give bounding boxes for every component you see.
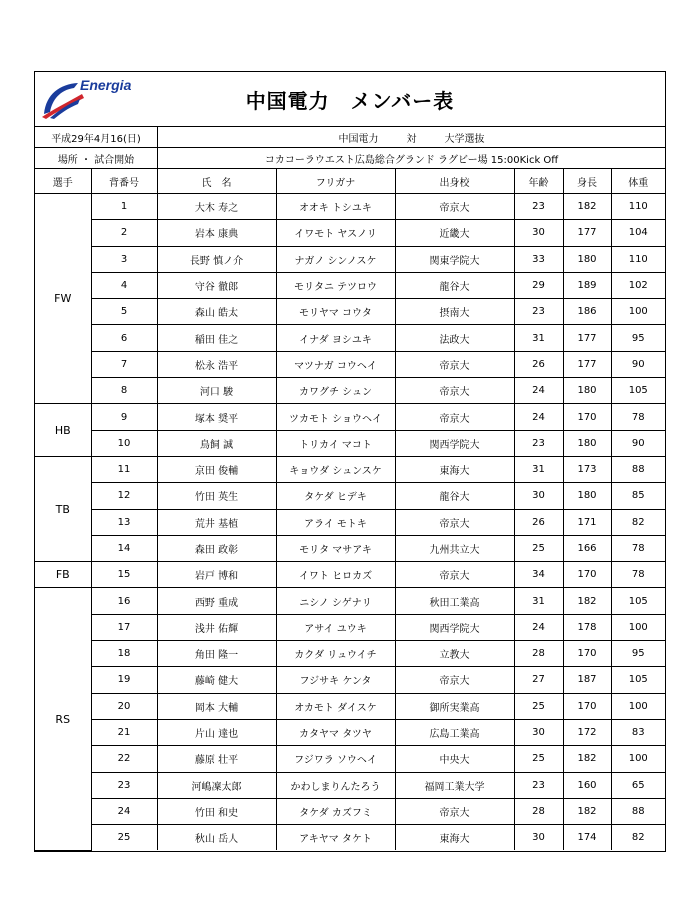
cell-height: 180 xyxy=(563,246,611,272)
venue-row xyxy=(35,148,665,169)
cell-name: 荒井 基植 xyxy=(157,509,276,535)
cell-furigana: アキヤマ タケト xyxy=(276,825,395,851)
sheet-header xyxy=(35,72,665,127)
cell-age: 29 xyxy=(514,272,563,298)
cell-number: 7 xyxy=(91,351,157,377)
cell-school: 東海大 xyxy=(395,456,514,482)
cell-furigana: タケダ カズフミ xyxy=(276,798,395,824)
cell-name: 河嶋凜太郎 xyxy=(157,772,276,798)
cell-name: 浅井 佑輝 xyxy=(157,614,276,640)
cell-name: 片山 達也 xyxy=(157,719,276,745)
cell-name: 塚本 奨平 xyxy=(157,404,276,430)
table-row xyxy=(35,825,665,851)
cell-age: 28 xyxy=(514,798,563,824)
cell-age: 27 xyxy=(514,667,563,693)
venue-label: 場所 ・ 試合開始 xyxy=(35,148,158,168)
cell-weight: 78 xyxy=(611,562,665,588)
cell-number: 1 xyxy=(91,194,157,220)
cell-height: 173 xyxy=(563,456,611,482)
cell-number: 4 xyxy=(91,272,157,298)
cell-height: 180 xyxy=(563,430,611,456)
cell-height: 182 xyxy=(563,746,611,772)
cell-height: 182 xyxy=(563,194,611,220)
cell-furigana: モリタニ テツロウ xyxy=(276,272,395,298)
cell-number: 18 xyxy=(91,641,157,667)
cell-age: 33 xyxy=(514,246,563,272)
cell-weight: 100 xyxy=(611,299,665,325)
cell-furigana: モリタ マサアキ xyxy=(276,535,395,561)
position-cell: FW xyxy=(35,194,91,404)
cell-school: 龍谷大 xyxy=(395,272,514,298)
table-row xyxy=(35,483,665,509)
cell-furigana: カクダ リュウイチ xyxy=(276,641,395,667)
cell-school: 帝京大 xyxy=(395,509,514,535)
home-team: 中国電力 xyxy=(338,133,379,145)
cell-name: 藤原 壮平 xyxy=(157,746,276,772)
column-header: 選手 xyxy=(35,169,91,194)
cell-name: 森山 皓太 xyxy=(157,299,276,325)
column-header: 背番号 xyxy=(91,169,157,194)
cell-furigana: カワグチ シュン xyxy=(276,378,395,404)
cell-number: 19 xyxy=(91,667,157,693)
cell-age: 24 xyxy=(514,404,563,430)
cell-school: 関西学院大 xyxy=(395,614,514,640)
cell-name: 岡本 大輔 xyxy=(157,693,276,719)
logo-text: Energia xyxy=(80,77,132,93)
table-row xyxy=(35,535,665,561)
cell-number: 3 xyxy=(91,246,157,272)
cell-height: 189 xyxy=(563,272,611,298)
cell-weight: 88 xyxy=(611,456,665,482)
cell-school: 帝京大 xyxy=(395,351,514,377)
table-row xyxy=(35,299,665,325)
table-row xyxy=(35,430,665,456)
cell-weight: 65 xyxy=(611,772,665,798)
cell-school: 福岡工業大学 xyxy=(395,772,514,798)
cell-school: 秋田工業高 xyxy=(395,588,514,614)
cell-age: 34 xyxy=(514,562,563,588)
match-teams xyxy=(158,127,665,147)
cell-height: 170 xyxy=(563,641,611,667)
cell-height: 182 xyxy=(563,798,611,824)
cell-age: 23 xyxy=(514,299,563,325)
cell-school: 関東学院大 xyxy=(395,246,514,272)
cell-school: 摂南大 xyxy=(395,299,514,325)
cell-age: 23 xyxy=(514,430,563,456)
cell-number: 12 xyxy=(91,483,157,509)
cell-name: 稲田 佳之 xyxy=(157,325,276,351)
member-table xyxy=(35,169,665,851)
cell-name: 京田 俊輔 xyxy=(157,456,276,482)
cell-name: 竹田 英生 xyxy=(157,483,276,509)
cell-furigana: カタヤマ タツヤ xyxy=(276,719,395,745)
position-cell: HB xyxy=(35,404,91,457)
cell-number: 6 xyxy=(91,325,157,351)
cell-number: 16 xyxy=(91,588,157,614)
column-header: 氏 名 xyxy=(157,169,276,194)
cell-furigana: フジワラ ソウヘイ xyxy=(276,746,395,772)
cell-furigana: イワモト ヤスノリ xyxy=(276,220,395,246)
cell-height: 180 xyxy=(563,378,611,404)
cell-weight: 78 xyxy=(611,404,665,430)
cell-weight: 82 xyxy=(611,825,665,851)
cell-name: 角田 隆一 xyxy=(157,641,276,667)
cell-height: 166 xyxy=(563,535,611,561)
cell-number: 20 xyxy=(91,693,157,719)
cell-weight: 95 xyxy=(611,641,665,667)
cell-number: 8 xyxy=(91,378,157,404)
table-row xyxy=(35,194,665,220)
cell-number: 21 xyxy=(91,719,157,745)
cell-furigana: イワト ヒロカズ xyxy=(276,562,395,588)
table-row xyxy=(35,509,665,535)
cell-height: 171 xyxy=(563,509,611,535)
position-cell: RS xyxy=(35,588,91,850)
cell-weight: 85 xyxy=(611,483,665,509)
cell-height: 170 xyxy=(563,404,611,430)
cell-furigana: かわしまりんたろう xyxy=(276,772,395,798)
table-row xyxy=(35,404,665,430)
cell-name: 長野 慎ノ介 xyxy=(157,246,276,272)
cell-furigana: アサイ ユウキ xyxy=(276,614,395,640)
table-row xyxy=(35,562,665,588)
cell-school: 法政大 xyxy=(395,325,514,351)
cell-furigana: オオキ トシユキ xyxy=(276,194,395,220)
cell-name: 大木 寿之 xyxy=(157,194,276,220)
table-row xyxy=(35,798,665,824)
cell-weight: 100 xyxy=(611,746,665,772)
table-row xyxy=(35,614,665,640)
cell-furigana: モリヤマ コウタ xyxy=(276,299,395,325)
column-header: 年齢 xyxy=(514,169,563,194)
cell-school: 広島工業高 xyxy=(395,719,514,745)
cell-number: 9 xyxy=(91,404,157,430)
cell-weight: 90 xyxy=(611,430,665,456)
cell-age: 31 xyxy=(514,456,563,482)
cell-number: 23 xyxy=(91,772,157,798)
table-row xyxy=(35,641,665,667)
cell-name: 秋山 岳人 xyxy=(157,825,276,851)
page-title: 中国電力 メンバー表 xyxy=(245,89,455,113)
cell-height: 178 xyxy=(563,614,611,640)
cell-weight: 100 xyxy=(611,614,665,640)
cell-age: 30 xyxy=(514,483,563,509)
versus: 対 xyxy=(406,133,417,145)
cell-name: 岩本 康典 xyxy=(157,220,276,246)
cell-height: 170 xyxy=(563,562,611,588)
cell-weight: 82 xyxy=(611,509,665,535)
cell-height: 172 xyxy=(563,719,611,745)
cell-furigana: ニシノ シゲナリ xyxy=(276,588,395,614)
position-cell: FB xyxy=(35,562,91,588)
cell-furigana: タケダ ヒデキ xyxy=(276,483,395,509)
cell-weight: 110 xyxy=(611,246,665,272)
table-row xyxy=(35,746,665,772)
table-row xyxy=(35,378,665,404)
cell-furigana: フジサキ ケンタ xyxy=(276,667,395,693)
cell-weight: 105 xyxy=(611,378,665,404)
cell-height: 177 xyxy=(563,351,611,377)
cell-age: 30 xyxy=(514,220,563,246)
table-row xyxy=(35,220,665,246)
cell-furigana: キョウダ シュンスケ xyxy=(276,456,395,482)
cell-number: 15 xyxy=(91,562,157,588)
cell-age: 25 xyxy=(514,746,563,772)
cell-school: 帝京大 xyxy=(395,194,514,220)
match-date: 平成29年4月16(日) xyxy=(35,127,158,147)
cell-name: 西野 重成 xyxy=(157,588,276,614)
table-row xyxy=(35,772,665,798)
cell-height: 160 xyxy=(563,772,611,798)
cell-name: 岩戸 博和 xyxy=(157,562,276,588)
cell-age: 31 xyxy=(514,325,563,351)
cell-number: 22 xyxy=(91,746,157,772)
cell-age: 24 xyxy=(514,378,563,404)
cell-school: 近畿大 xyxy=(395,220,514,246)
table-row xyxy=(35,351,665,377)
cell-age: 31 xyxy=(514,588,563,614)
cell-name: 松永 浩平 xyxy=(157,351,276,377)
cell-number: 24 xyxy=(91,798,157,824)
cell-school: 帝京大 xyxy=(395,562,514,588)
cell-height: 180 xyxy=(563,483,611,509)
table-row xyxy=(35,667,665,693)
cell-furigana: マツナガ コウヘイ xyxy=(276,351,395,377)
table-row xyxy=(35,456,665,482)
cell-name: 藤崎 健大 xyxy=(157,667,276,693)
cell-school: 帝京大 xyxy=(395,404,514,430)
cell-furigana: トリカイ マコト xyxy=(276,430,395,456)
column-header: 身長 xyxy=(563,169,611,194)
cell-age: 23 xyxy=(514,772,563,798)
table-row xyxy=(35,272,665,298)
member-sheet xyxy=(34,71,666,852)
cell-school: 龍谷大 xyxy=(395,483,514,509)
cell-name: 森田 政彰 xyxy=(157,535,276,561)
away-team: 大学選抜 xyxy=(444,133,485,145)
cell-name: 竹田 和史 xyxy=(157,798,276,824)
cell-age: 28 xyxy=(514,641,563,667)
cell-number: 5 xyxy=(91,299,157,325)
cell-weight: 102 xyxy=(611,272,665,298)
cell-height: 170 xyxy=(563,693,611,719)
match-row xyxy=(35,127,665,148)
cell-furigana: ナガノ シンノスケ xyxy=(276,246,395,272)
cell-weight: 78 xyxy=(611,535,665,561)
cell-height: 182 xyxy=(563,588,611,614)
position-cell: TB xyxy=(35,456,91,561)
table-row xyxy=(35,588,665,614)
cell-weight: 100 xyxy=(611,693,665,719)
cell-age: 30 xyxy=(514,719,563,745)
cell-school: 帝京大 xyxy=(395,378,514,404)
cell-furigana: イナダ ヨシユキ xyxy=(276,325,395,351)
cell-weight: 105 xyxy=(611,667,665,693)
column-header: 出身校 xyxy=(395,169,514,194)
cell-weight: 110 xyxy=(611,194,665,220)
cell-height: 177 xyxy=(563,325,611,351)
cell-school: 中央大 xyxy=(395,746,514,772)
table-row xyxy=(35,325,665,351)
table-body xyxy=(35,194,665,851)
cell-age: 23 xyxy=(514,194,563,220)
cell-age: 24 xyxy=(514,614,563,640)
cell-number: 2 xyxy=(91,220,157,246)
cell-school: 帝京大 xyxy=(395,667,514,693)
cell-number: 25 xyxy=(91,825,157,851)
cell-number: 13 xyxy=(91,509,157,535)
cell-weight: 95 xyxy=(611,325,665,351)
cell-height: 177 xyxy=(563,220,611,246)
cell-age: 25 xyxy=(514,535,563,561)
cell-furigana: ツカモト ショウヘイ xyxy=(276,404,395,430)
cell-weight: 104 xyxy=(611,220,665,246)
cell-school: 九州共立大 xyxy=(395,535,514,561)
table-row xyxy=(35,246,665,272)
cell-school: 東海大 xyxy=(395,825,514,851)
cell-number: 11 xyxy=(91,456,157,482)
cell-school: 関西学院大 xyxy=(395,430,514,456)
cell-weight: 90 xyxy=(611,351,665,377)
cell-weight: 105 xyxy=(611,588,665,614)
cell-weight: 88 xyxy=(611,798,665,824)
table-row xyxy=(35,693,665,719)
cell-number: 17 xyxy=(91,614,157,640)
cell-height: 187 xyxy=(563,667,611,693)
cell-age: 25 xyxy=(514,693,563,719)
cell-furigana: アライ モトキ xyxy=(276,509,395,535)
cell-furigana: オカモト ダイスケ xyxy=(276,693,395,719)
cell-number: 14 xyxy=(91,535,157,561)
cell-school: 御所実業高 xyxy=(395,693,514,719)
cell-height: 186 xyxy=(563,299,611,325)
cell-number: 10 xyxy=(91,430,157,456)
venue-text: コカコーラウエスト広島総合グランド ラグビー場 15:00Kick Off xyxy=(264,154,559,166)
cell-school: 立教大 xyxy=(395,641,514,667)
cell-name: 河口 駿 xyxy=(157,378,276,404)
cell-weight: 83 xyxy=(611,719,665,745)
cell-age: 30 xyxy=(514,825,563,851)
column-header: 体重 xyxy=(611,169,665,194)
table-header-row xyxy=(35,169,665,194)
column-header: フリガナ xyxy=(276,169,395,194)
cell-age: 26 xyxy=(514,351,563,377)
cell-age: 26 xyxy=(514,509,563,535)
cell-height: 174 xyxy=(563,825,611,851)
cell-school: 帝京大 xyxy=(395,798,514,824)
cell-name: 守谷 徹郎 xyxy=(157,272,276,298)
cell-name: 鳥飼 誠 xyxy=(157,430,276,456)
table-row xyxy=(35,719,665,745)
